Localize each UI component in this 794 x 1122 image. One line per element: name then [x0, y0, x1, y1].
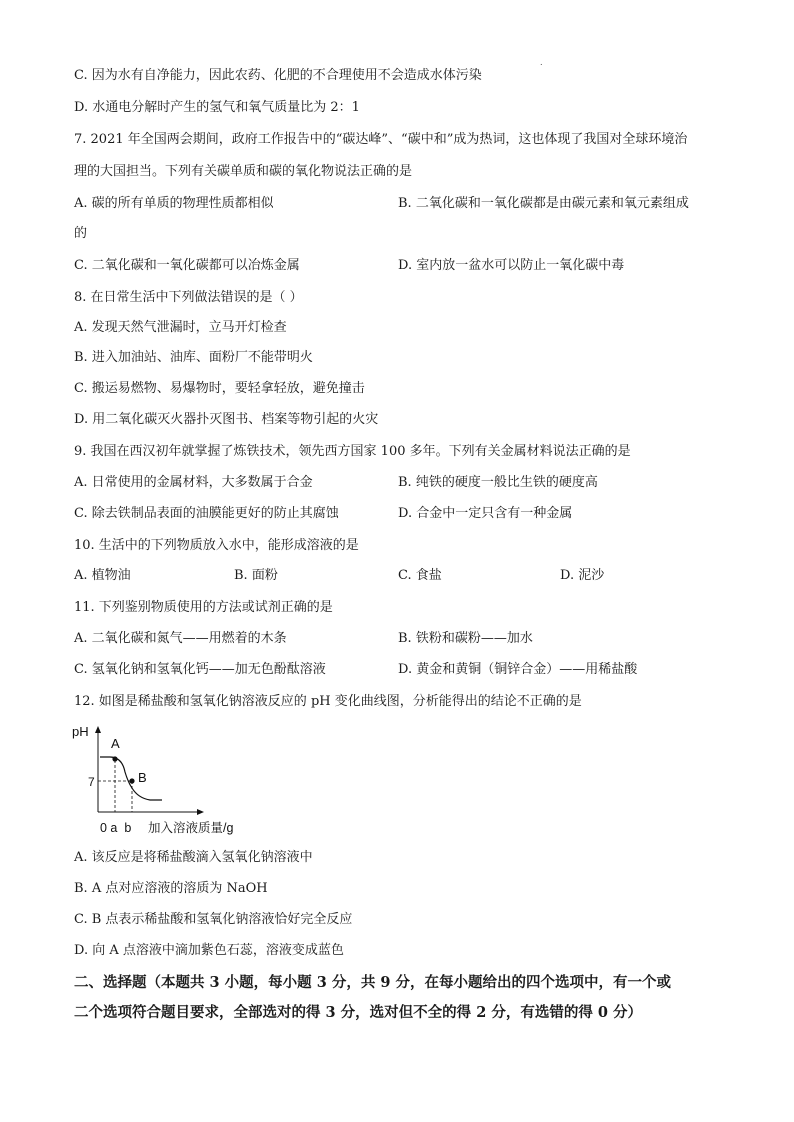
q11-option-c: C. 氢氧化钠和氢氧化钙——加无色酚酞溶液: [74, 662, 326, 677]
q12-option-c: C. B 点表示稀盐酸和氢氧化钠溶液恰好完全反应: [74, 912, 353, 927]
ph-curve-figure: [70, 720, 270, 840]
q12-option-d: D. 向 A 点溶液中滴加紫色石蕊，溶液变成蓝色: [74, 943, 344, 958]
point-b-label: B: [138, 770, 147, 785]
section2-heading-line2: 二个选项符合题目要求，全部选对的得 3 分，选对但不全的得 2 分，有选错的得 0 分）: [74, 1004, 643, 1021]
section2-heading-line1: 二、选择题（本题共 3 小题，每小题 3 分，共 9 分，在每小题给出的四个选项中，有一个或: [74, 974, 672, 991]
q8-option-a: A. 发现天然气泄漏时，立马开灯检查: [74, 320, 287, 335]
x-axis-label: 加入溶液质量/g: [148, 821, 234, 835]
q9-stem: 9. 我国在西汉初年就掌握了炼铁技术，领先西方国家 100 多年。下列有关金属材料说法正确的是: [74, 444, 631, 459]
stray-dot: .: [540, 58, 543, 67]
q11-option-d: D. 黄金和黄铜（铜锌合金）——用稀盐酸: [398, 662, 638, 677]
q7-stem-line1: 7. 2021 年全国两会期间，政府工作报告中的“碳达峰”、“碳中和”成为热词，这也体现了我国对全球环境治: [74, 132, 688, 147]
point-a-dot: [112, 756, 117, 761]
x-axis-arrow: [197, 809, 204, 815]
q12-option-b: B. A 点对应溶液的溶质为 NaOH: [74, 881, 268, 896]
q7-option-a: A. 碳的所有单质的物理性质都相似: [74, 196, 274, 211]
x-tick-labels: 0 a b: [100, 821, 132, 835]
q7-option-b: B. 二氧化碳和一氧化碳都是由碳元素和氧元素组成: [398, 196, 689, 211]
point-b-dot: [129, 778, 134, 783]
y-axis-arrow: [95, 726, 101, 733]
q6-option-c: C. 因为水有自净能力，因此农药、化肥的不合理使用不会造成水体污染: [74, 68, 482, 83]
q7-option-d: D. 室内放一盆水可以防止一氧化碳中毒: [398, 258, 625, 273]
q7-option-b-continued: 的: [74, 226, 88, 241]
ph-curve: [100, 757, 162, 800]
q10-stem: 10. 生活中的下列物质放入水中，能形成溶液的是: [74, 538, 359, 553]
q8-option-c: C. 搬运易燃物、易爆物时，要轻拿轻放，避免撞击: [74, 381, 365, 396]
q7-option-c: C. 二氧化碳和一氧化碳都可以冶炼金属: [74, 258, 300, 273]
q10-option-c: C. 食盐: [398, 568, 442, 583]
q12-option-a: A. 该反应是将稀盐酸滴入氢氧化钠溶液中: [74, 850, 313, 865]
q6-option-d: D. 水通电分解时产生的氢气和氧气质量比为 2：1: [74, 100, 360, 115]
y-axis-label: pH: [72, 724, 89, 739]
q8-stem: 8. 在日常生活中下列做法错误的是（ ）: [74, 290, 303, 305]
q10-option-b: B. 面粉: [234, 568, 278, 583]
q11-option-a: A. 二氧化碳和氮气——用燃着的木条: [74, 631, 287, 646]
q7-stem-line2: 理的大国担当。下列有关碳单质和碳的氧化物说法正确的是: [74, 164, 413, 179]
y-tick-7: 7: [88, 775, 95, 789]
q10-option-d: D. 泥沙: [560, 568, 605, 583]
q11-stem: 11. 下列鉴别物质使用的方法或试剂正确的是: [74, 600, 333, 615]
q8-option-b: B. 进入加油站、油库、面粉厂不能带明火: [74, 350, 313, 365]
q9-option-c: C. 除去铁制品表面的油膜能更好的防止其腐蚀: [74, 506, 339, 521]
q8-option-d: D. 用二氧化碳灭火器扑灭图书、档案等物引起的火灾: [74, 412, 379, 427]
q10-option-a: A. 植物油: [74, 568, 131, 583]
q11-option-b: B. 铁粉和碳粉——加水: [398, 631, 533, 646]
q9-option-a: A. 日常使用的金属材料，大多数属于合金: [74, 475, 313, 490]
point-a-label: A: [111, 736, 120, 751]
q9-option-d: D. 合金中一定只含有一种金属: [398, 506, 573, 521]
q9-option-b: B. 纯铁的硬度一般比生铁的硬度高: [398, 475, 598, 490]
q12-stem: 12. 如图是稀盐酸和氢氧化钠溶液反应的 pH 变化曲线图，分析能得出的结论不正确的是: [74, 694, 582, 709]
